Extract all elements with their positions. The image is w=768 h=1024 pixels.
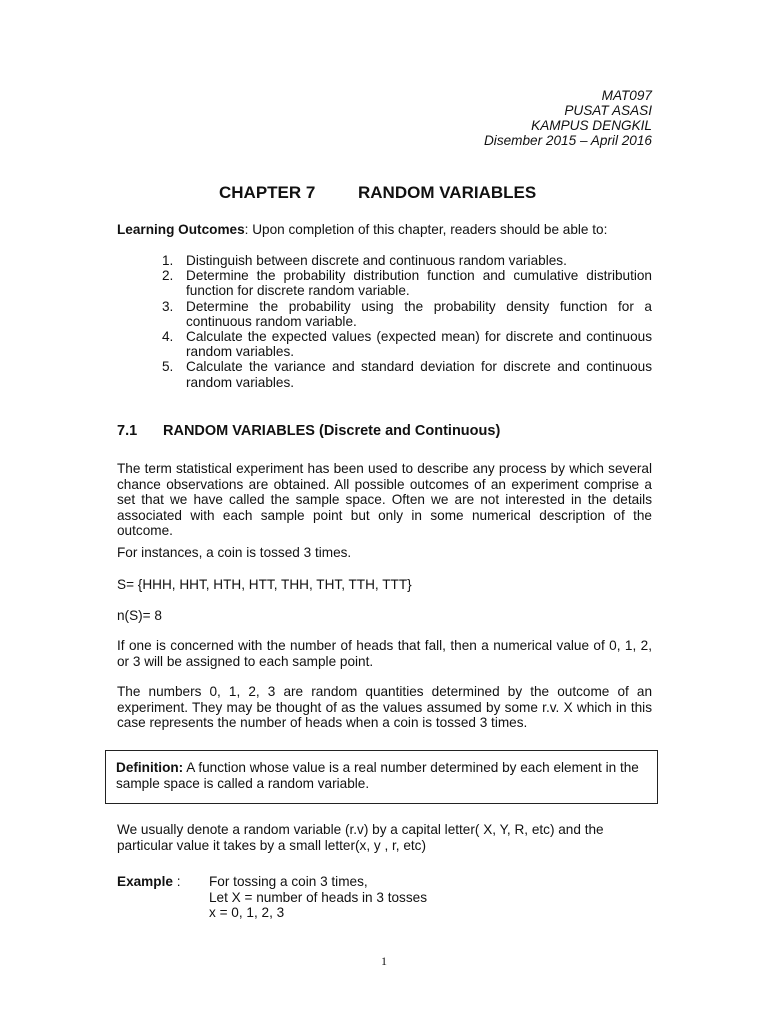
example-label-group	[117, 874, 180, 889]
list-text: Determine the probability using the probability density function for a continuous random variable.	[186, 298, 652, 329]
list-text: Determine the probability distribution function and cumulative distribution function for discrete random variable.	[186, 268, 652, 299]
session-dates: Disember 2015 – April 2016	[483, 133, 652, 148]
example-content	[209, 874, 427, 921]
definition-text	[116, 760, 649, 791]
learning-outcomes-text: : Upon completion of this chapter, readers should be able to:	[244, 222, 608, 237]
list-number: 1.	[162, 253, 174, 268]
learning-outcomes-list	[158, 253, 652, 390]
page-number: 1	[381, 954, 387, 968]
learning-outcomes-intro	[117, 222, 652, 238]
list-number: 4.	[162, 329, 174, 345]
paragraph-intro: The term statistical experiment has been used to describe any process by which several chance observations are obtained. All possible outcomes of an experiment comprise a set that we have called the sample space. Often we are not interested in the details associated with each sample point but only in some numerical description of the outcome.	[117, 461, 652, 538]
list-text: Distinguish between discrete and continuous random variables.	[186, 253, 567, 268]
chapter-number: CHAPTER 7	[219, 183, 316, 202]
centre-name: PUSAT ASASI	[564, 103, 652, 118]
list-item	[158, 299, 652, 329]
list-item	[158, 359, 652, 389]
sample-space-size: n(S)= 8	[117, 608, 162, 623]
example-line: For tossing a coin 3 times,	[209, 874, 368, 889]
sample-space: S= {HHH, HHT, HTH, HTT, THH, THT, TTH, TTT}	[117, 577, 412, 592]
list-item	[158, 253, 652, 268]
campus-name: KAMPUS DENGKIL	[531, 118, 652, 133]
paragraph-notation: We usually denote a random variable (r.v) by a capital letter( X, Y, R, etc) and the particular value it takes by a small letter(x, y , r, etc)	[117, 822, 604, 853]
paragraph-random-quantities: The numbers 0, 1, 2, 3 are random quantities determined by the outcome of an experiment. They may be thought of as the values assumed by some r.v. X which in this case represents the number of heads when a coin is tossed 3 times.	[117, 684, 652, 730]
example-label: Example	[117, 874, 173, 889]
chapter-name: RANDOM VARIABLES	[358, 183, 537, 202]
list-number: 5.	[162, 359, 174, 375]
list-item	[158, 268, 652, 298]
paragraph-numerical-value: If one is concerned with the number of heads that fall, then a numerical value of 0, 1, 2, or 3 will be assigned to each sample point.	[117, 638, 652, 669]
list-text: Calculate the variance and standard deviation for discrete and continuous random variables.	[186, 359, 652, 390]
course-code: MAT097	[601, 88, 652, 103]
definition-label: Definition:	[116, 760, 184, 775]
list-text: Calculate the expected values (expected mean) for discrete and continuous random variables.	[186, 329, 652, 360]
definition-box	[105, 750, 658, 804]
learning-outcomes-label: Learning Outcomes	[117, 222, 245, 237]
paragraph-example-intro: For instances, a coin is tossed 3 times.	[117, 545, 352, 560]
example-line: Let X = number of heads in 3 tosses	[209, 889, 428, 905]
list-number: 2.	[162, 268, 174, 284]
list-item	[158, 329, 652, 359]
section-number: 7.1	[117, 423, 138, 439]
section-title: RANDOM VARIABLES (Discrete and Continuous)	[163, 423, 501, 439]
example-separator: :	[172, 874, 181, 889]
example-line: x = 0, 1, 2, 3	[209, 905, 285, 920]
definition-body: A function whose value is a real number determined by each element in the sample space is called a random variable.	[116, 760, 639, 791]
list-number: 3.	[162, 298, 174, 314]
